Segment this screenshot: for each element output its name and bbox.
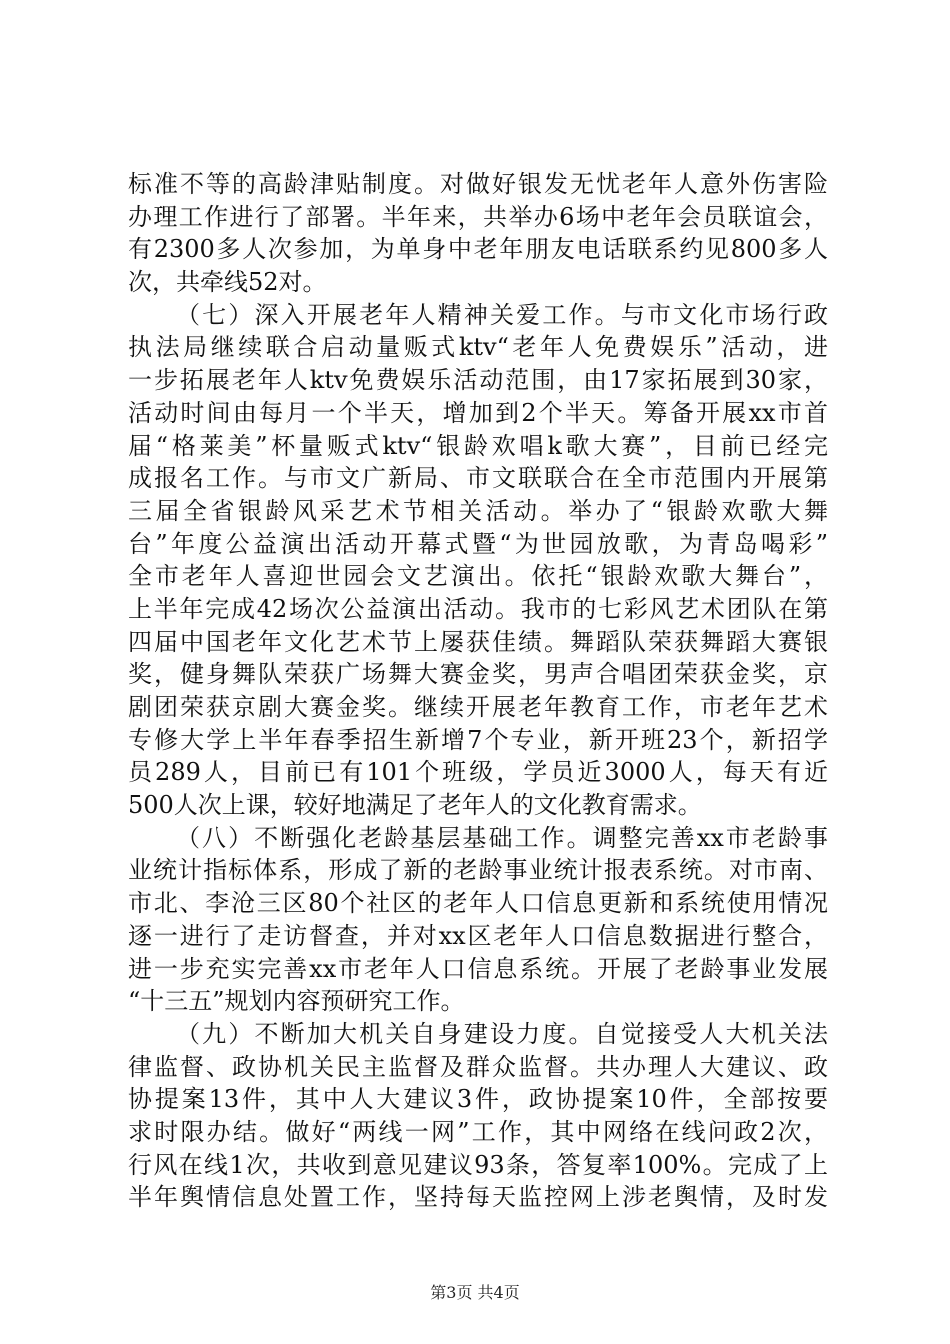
text-line: 办理工作进行了部署。半年来，共举办6场中老年会员联谊会， <box>128 202 828 231</box>
text-line: （九）不断加大机关自身建设力度。自觉接受人大机关法 <box>176 1019 828 1048</box>
text-line: （八）不断强化老龄基层基础工作。调整完善xx市老龄事 <box>176 823 828 852</box>
text-line: 三届全省银龄风采艺术节相关活动。举办了“银龄欢歌大舞 <box>128 496 828 525</box>
text-line: 半年舆情信息处置工作，坚持每天监控网上涉老舆情，及时发 <box>128 1183 828 1212</box>
text-line: 逐一进行了走访督查，并对xx区老年人口信息数据进行整合， <box>128 921 828 950</box>
text-line: 业统计指标体系，形成了新的老龄事业统计报表系统。对市南、 <box>128 856 828 885</box>
text-line: 员289人，目前已有101个班级，学员近3000人，每天有近 <box>128 758 828 787</box>
text-line: 律监督、政协机关民主监督及群众监督。共办理人大建议、政 <box>128 1052 828 1081</box>
text-line: 届“格莱美”杯量贩式ktv“银龄欢唱k歌大赛”，目前已经完 <box>128 431 828 460</box>
text-line: 全市老年人喜迎世园会文艺演出。依托“银龄欢歌大舞台”， <box>128 562 828 591</box>
text-line: 市北、李沧三区80个社区的老年人口信息更新和系统使用情况 <box>128 889 828 918</box>
text-line: 成报名工作。与市文广新局、市文联联合在全市范围内开展第 <box>128 464 828 493</box>
text-line: 500人次上课，较好地满足了老年人的文化教育需求。 <box>128 791 702 820</box>
text-line: 次，共牵线52对。 <box>128 268 327 297</box>
text-line: “十三五”规划内容预研究工作。 <box>128 987 465 1016</box>
text-line: 行风在线1次，共收到意见建议93条，答复率100%。完成了上 <box>128 1150 828 1179</box>
text-line: 专修大学上半年春季招生新增7个专业，新开班23个，新招学 <box>128 725 828 754</box>
text-line: 一步拓展老年人ktv免费娱乐活动范围，由17家拓展到30家， <box>128 366 828 395</box>
text-line: 剧团荣获京剧大赛金奖。继续开展老年教育工作，市老年艺术 <box>128 693 828 721</box>
text-line: 台”年度公益演出活动开幕式暨“为世园放歌，为青岛喝彩” <box>128 529 828 558</box>
text-line: 进一步充实完善xx市老年人口信息系统。开展了老龄事业发展 <box>128 954 828 983</box>
text-line: 求时限办结。做好“两线一网”工作，其中网络在线问政2次， <box>128 1117 828 1146</box>
document-body <box>128 168 828 1214</box>
page-footer: 第3页 共4页 <box>430 1283 520 1302</box>
text-line: 执法局继续联合启动量贩式ktv“老年人免费娱乐”活动，进 <box>128 333 828 362</box>
text-line: 协提案13件，其中人大建议3件，政协提案10件，全部按要 <box>128 1085 828 1114</box>
text-line: 标准不等的高龄津贴制度。对做好银发无忧老年人意外伤害险 <box>128 170 828 198</box>
text-line: 四届中国老年文化艺术节上屡获佳绩。舞蹈队荣获舞蹈大赛银 <box>128 627 828 656</box>
text-line: 有2300多人次参加，为单身中老年朋友电话联系约见800多人 <box>128 235 828 264</box>
text-line: （七）深入开展老年人精神关爱工作。与市文化市场行政 <box>176 300 828 329</box>
text-line: 上半年完成42场次公益演出活动。我市的七彩风艺术团队在第 <box>128 594 828 623</box>
text-line: 活动时间由每月一个半天，增加到2个半天。筹备开展xx市首 <box>128 398 828 427</box>
text-line: 奖，健身舞队荣获广场舞大赛金奖，男声合唱团荣获金奖，京 <box>128 660 828 689</box>
